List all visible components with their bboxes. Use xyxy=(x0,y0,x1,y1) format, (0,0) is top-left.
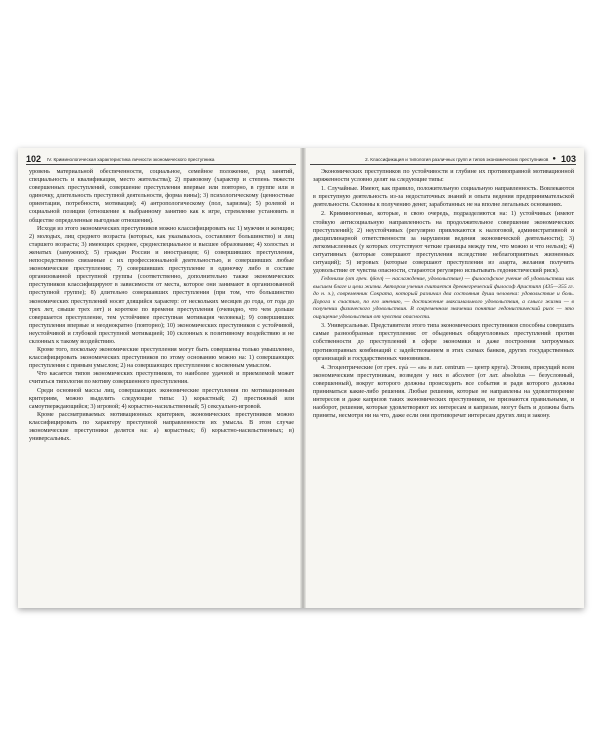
left-paragraph-1: уровень материальной обеспеченности, социальное, семейное положение, род занятий, специальность и квалификация, место жительства); 2) правовому (характер и степень тяжести совершенных преступлений, совершение преступления впервые или повторно, в группе или в одиночку, длительность преступной деятельности, форма вины); 3) психологическому (ценностные ориентации, потребности, мотивация); 4) антропологическому (пол, харизма); 5) ролевой и социальной позиции (отношение к выбранному занятию как к игре, стремление установить в обществе определенные выгодные отношения). xyxy=(29,169,294,224)
left-page-text xyxy=(29,168,294,604)
left-paragraph-5: Среди основной массы лиц, совершающих экономические преступления по мотивационным критериям, можно выделить следующие типы: 1) корыстный; 2) престижный или самоутверждающийся; 3) игровой; 4) корыстно-насильственный; 5) сексуально-игровой. xyxy=(29,387,294,410)
right-page-text xyxy=(313,168,574,604)
right-paragraph-6: 4. Эгоцентрические (от греч. εγώ — «я» и лат. centrum — центр круга). Эгоизм, присущий всем экономическим преступникам, возведен у них в абсолют (от лат. absolutus — безусловный, совершенный), вокруг которого должны происходить все события и ради которого должны приниматься какие-либо решения. Любые решения, которые не направлены на удовлетворение интересов и даже капризов таких экономических преступников, не признаются правильными, и наоборот, решения, которые удовлетворяют их интересам и капризам, могут быть и должны быть приняты, несмотря ни на что, даже если они противоречат интересам других лиц и закону. xyxy=(313,364,574,420)
running-head-bullet-icon: ● xyxy=(552,156,556,162)
right-paragraph-1: Экономических преступников по устойчивости и глубине их противоправной мотивационной заряженности условно делят на следующие типы: xyxy=(313,169,574,184)
right-page xyxy=(306,148,584,608)
left-paragraph-2: Исходя из этого экономических преступников можно классифицировать на: 1) мужчин и женщин; 2) молодых, лиц среднего возраста (которых, как указывалось, составляют большинство) и лиц старшего возраста; 3) имеющих среднее, среднеспециальное и высшее образование; 4) холостых и женатых (замужних); 5) граждан России и иностранцев; 6) совершивших преступления, непосредственно связанные с их профессиональной деятельностью, и совершивших любые экономические преступления; 7) совершивших преступление в одиночку либо в составе организованной преступной группы (соответственно, дополнительно также экономических преступников классифицируют в зависимости от места, которое они занимают в организованной преступной группе); 8) длительно совершавших преступления (при том, что большинство экономических преступлений носят длящийся характер: от нескольких месяцев до года, от года до трех лет, свыше трех лет) и короткое по времени преступления (очевидно, что чем дольше совершается преступление, тем устойчивее преступная мотивация человека); 9) совершивших преступления впервые и неоднократно (повторно); 10) экономических преступников с устойчивой, неустойчивой и глубокой преступной мотивацией; 10) склонных к позитивному воздействию и не склонных к такому воздействию. xyxy=(29,225,294,345)
right-paragraph-4-hedonism-note: Гедонизм (от греч. ἡδονή — наслаждение, удовольствие) — философское учение об удовольствии как высшем благе и цели жизни. Автором учения считается древнегреческий философ Аристипп (435—355 гг. до н. э.), современник Сократа, который различал два состояния души человека: удовольствие и боль. Дорога к счастью, по его мнению, — достижение максимального удовольствия, а смысл жизни — в получении физического удовольствия. В современном значении понятие гедонистический риск — это ощущение удовольствия от чувства опасности. xyxy=(313,276,574,320)
left-paragraph-3: Кроме того, поскольку экономические преступления могут быть совершены только умышленно, классифицировать экономических преступников по этому основанию можно на: 1) совершающих преступления с прямым умыслом; 2) на совершающих преступления с косвенным умыслом. xyxy=(29,347,294,370)
right-paragraph-2: 1. Случайные. Имеют, как правило, положительную социальную направленность. Вовлекаются в преступную деятельность из-за недостаточных знаний и опыта ведения предпринимательской деятельности. Склонны к получению денег, заработанных не на вполне легальных основаниях. xyxy=(313,186,574,209)
left-paragraph-6: Кроме рассматриваемых мотивационных критериев, экономических преступников можно классифицировать по характеру преступной направленности их умысла. В этом случае экономические преступники делятся на: а) корыстных; б) корыстно-насильственных; в) универсальных. xyxy=(29,411,294,443)
right-page-number: 103 xyxy=(560,154,576,164)
right-running-head xyxy=(310,154,576,165)
right-paragraph-5: 3. Универсальные. Представители этого типа экономических преступников способны совершать самые разнообразные преступления: от обыденных общеуголовных преступлений против собственности до преступлений в сфере экономики и даже построения хитроумных противоправных комбинаций с задействованием в этих схемах банков, других государственных организаций и государственных чиновников. xyxy=(313,323,574,362)
left-running-head xyxy=(26,154,296,165)
left-running-head-text: IV. Криминологическая характеристика личности экономического преступника xyxy=(47,156,215,162)
right-running-head-text: 2. Классификация и типология различных групп и типов экономических преступников xyxy=(365,156,549,162)
left-page-number: 102 xyxy=(26,154,42,164)
right-paragraph-3: 2. Криминогенные, которые, в свою очередь, подразделяются на: 1) устойчивых (имеют стойкую антисоциальную направленность на продолжительное совершение экономических преступлений); 2) неустойчивых (регулярно привлекаются к налоговой, административной и дисциплинарной ответственности за нарушения ведения экономической деятельности); 3) легкомысленных (у которых отсутствуют четкие границы между тем, что можно и что нельзя); 4) ситуативных (которые совершают преступления вследствие неблагоприятных жизненных ситуаций); 5) игровых (которые совершают преступления из азарта, желания получить удовольствие от чувства опасности, стараются регулярно испытывать гедонистический риск). xyxy=(313,211,574,275)
left-paragraph-4: Что касается типов экономических преступников, то наиболее удачной и приемлемой может считаться типология по мотиву совершенного преступления. xyxy=(29,371,294,386)
left-page xyxy=(18,148,300,608)
book-spread xyxy=(18,148,584,608)
